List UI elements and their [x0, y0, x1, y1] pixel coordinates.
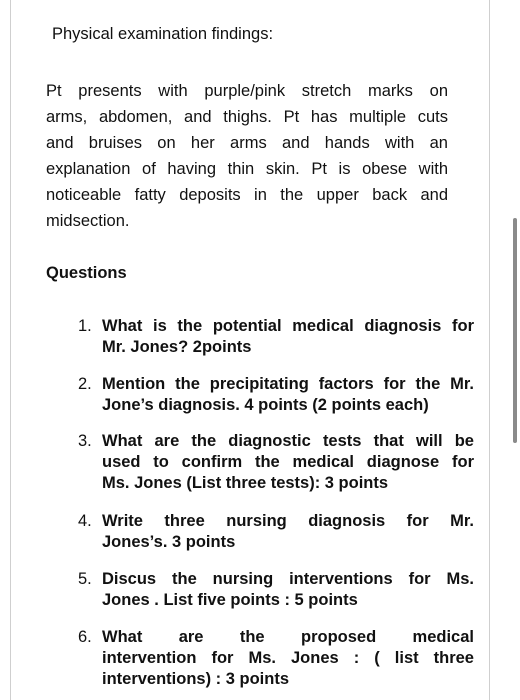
question-line: used to confirm the medical diagnose for: [102, 453, 474, 471]
question-number: 5.: [78, 570, 92, 588]
section-heading: Physical examination findings:: [52, 25, 274, 43]
questions-title: Questions: [46, 264, 127, 282]
question-text: [102, 316, 474, 358]
question-line: intervention for Ms. Jones : ( list three: [102, 649, 474, 667]
page-border-left: [10, 0, 11, 700]
question-text: [102, 627, 474, 690]
question-number: 2.: [78, 375, 92, 393]
question-line: Mr. Jones? 2points: [102, 338, 252, 356]
findings-line: and bruises on her arms and hands with an: [46, 134, 448, 152]
question-line: Discus the nursing interventions for Ms.: [102, 570, 474, 588]
question-line: interventions) : 3 points: [102, 670, 290, 688]
question-text: [102, 569, 474, 611]
findings-paragraph: [46, 78, 448, 234]
question-line: Jones . List five points : 5 points: [102, 591, 358, 609]
findings-line: explanation of having thin skin. Pt is obese with: [46, 160, 448, 178]
question-number: 3.: [78, 432, 92, 450]
page-border-right: [489, 0, 490, 700]
question-line: What are the proposed medical: [102, 628, 474, 646]
findings-line: midsection.: [46, 212, 130, 230]
findings-line: Pt presents with purple/pink stretch marks on: [46, 82, 448, 100]
question-line: Jone’s diagnosis. 4 points (2 points each): [102, 396, 429, 414]
question-line: What are the diagnostic tests that will be: [102, 432, 474, 450]
question-text: [102, 511, 474, 553]
question-line: What is the potential medical diagnosis for: [102, 317, 474, 335]
question-line: Mention the precipitating factors for the Mr.: [102, 375, 474, 393]
findings-line: arms, abdomen, and thighs. Pt has multiple cuts: [46, 108, 448, 126]
question-text: [102, 431, 474, 494]
question-number: 1.: [78, 317, 92, 335]
question-line: Ms. Jones (List three tests): 3 points: [102, 474, 389, 492]
scrollbar-thumb[interactable]: [513, 218, 517, 443]
question-text: [102, 374, 474, 416]
question-number: 4.: [78, 512, 92, 530]
findings-line: noticeable fatty deposits in the upper back and: [46, 186, 448, 204]
question-number: 6.: [78, 628, 92, 646]
question-line: Write three nursing diagnosis for Mr.: [102, 512, 474, 530]
question-line: Jones’s. 3 points: [102, 533, 236, 551]
